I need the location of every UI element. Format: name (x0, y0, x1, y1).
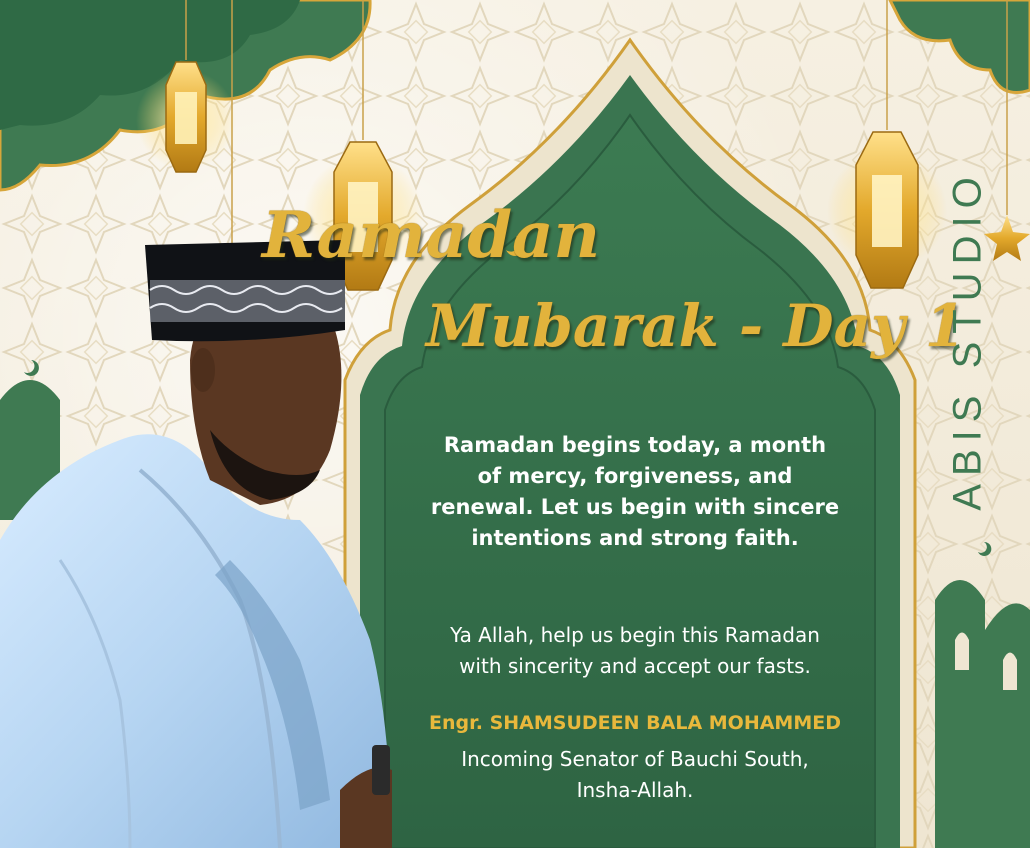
message-line: renewal. Let us begin with sincere (430, 495, 840, 519)
prayer-line: Ya Allah, help us begin this Ramadan (450, 623, 820, 647)
headline-ramadan: Ramadan (262, 198, 601, 273)
signature-title (400, 744, 870, 806)
signature-title-line: Insha-Allah. (576, 778, 694, 802)
headline-mubarak-day: Mubarak - Day 1 (426, 292, 966, 360)
prayer-line: with sincerity and accept our fasts. (459, 654, 811, 678)
message-line: intentions and strong faith. (471, 526, 799, 550)
signature-title-line: Incoming Senator of Bauchi South, (461, 747, 809, 771)
prayer-text (400, 620, 870, 682)
greeting-message (400, 430, 870, 554)
studio-credit: ABIS STUDIO (945, 169, 990, 511)
signature-name: Engr. SHAMSUDEEN BALA MOHAMMED (429, 712, 841, 734)
message-line: of mercy, forgiveness, and (477, 464, 793, 488)
message-line: Ramadan begins today, a month (443, 433, 827, 457)
